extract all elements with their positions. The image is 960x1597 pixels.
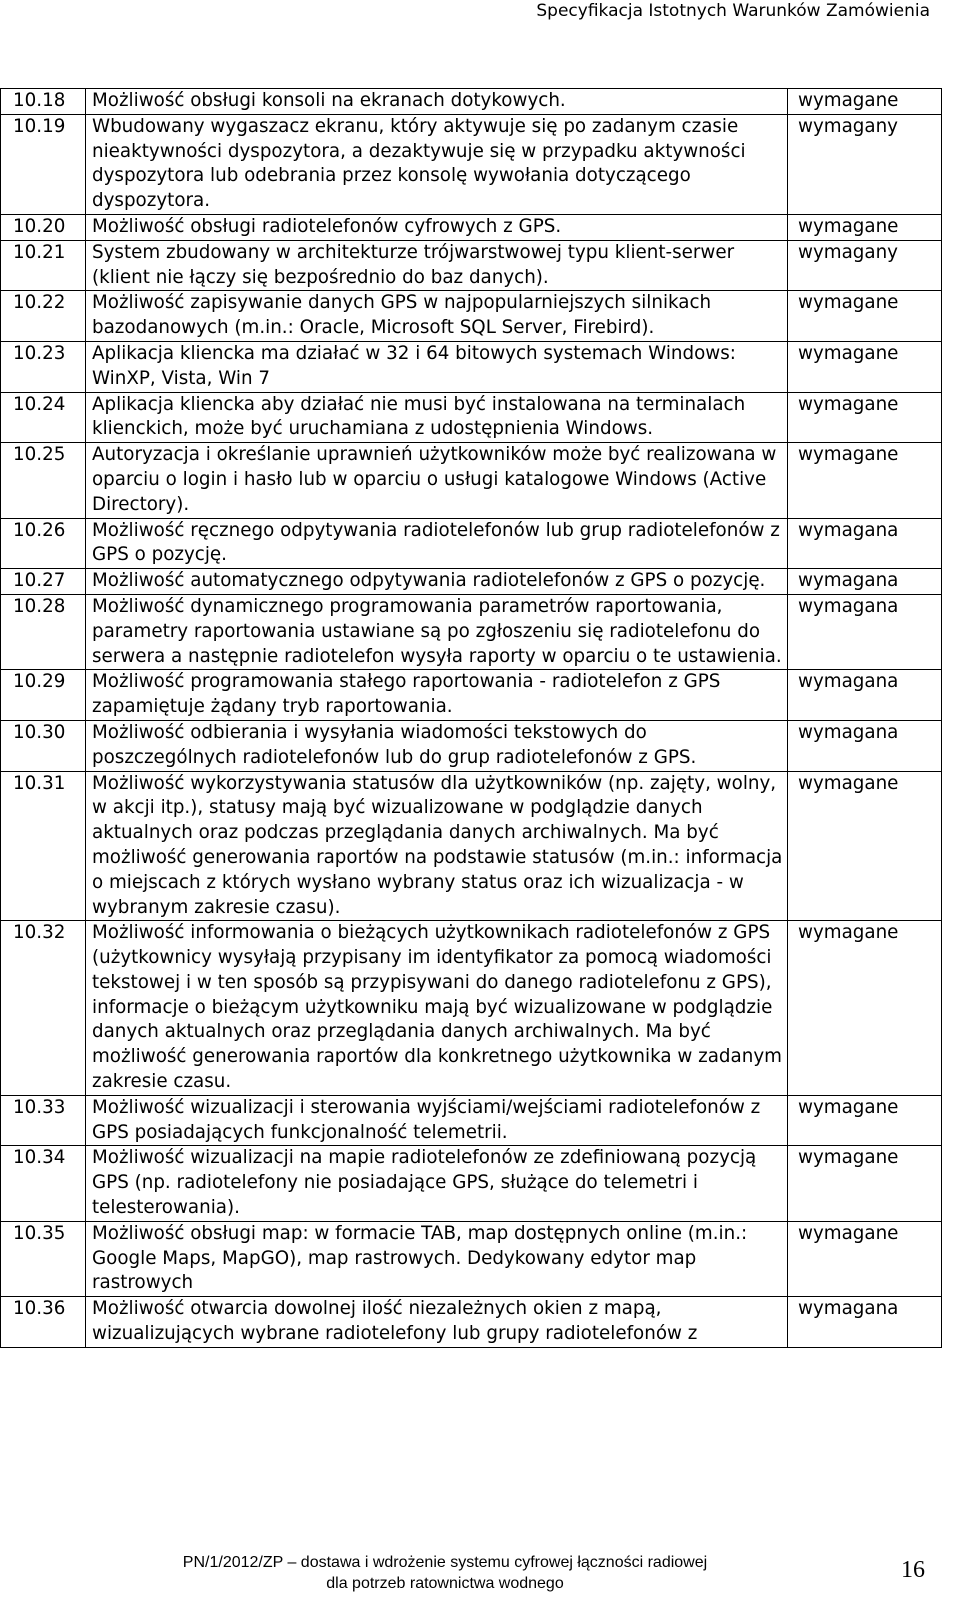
- requirement-description: Możliwość otwarcia dowolnej ilość niezależnych okien z mapą, wizualizujących wybrane radiotelefony lub grupy radiotelefonów z: [86, 1297, 788, 1348]
- requirement-status: wymagana: [788, 569, 942, 595]
- requirement-status: wymagane: [788, 291, 942, 342]
- requirement-description: Możliwość odbierania i wysyłania wiadomości tekstowych do poszczególnych radiotelefonów lub do grup radiotelefonów z GPS.: [86, 720, 788, 771]
- requirement-number: 10.31: [1, 771, 86, 921]
- requirement-number: 10.36: [1, 1297, 86, 1348]
- requirement-status: wymagana: [788, 594, 942, 669]
- footer-purpose-line: dla potrzeb ratownictwa wodnego: [326, 1575, 564, 1592]
- table-row: [1, 720, 942, 771]
- table-row: [1, 392, 942, 443]
- table-row: [1, 1146, 942, 1221]
- requirement-status: wymagane: [788, 1221, 942, 1296]
- requirement-description: Aplikacja kliencka ma działać w 32 i 64 bitowych systemach Windows: WinXP, Vista, Win 7: [86, 341, 788, 392]
- requirement-number: 10.26: [1, 518, 86, 569]
- requirement-description: Możliwość programowania stałego raportowania - radiotelefon z GPS zapamiętuje żądany tryb raportowania.: [86, 670, 788, 721]
- requirements-table: [0, 88, 942, 1348]
- requirement-number: 10.33: [1, 1095, 86, 1146]
- requirement-description: Możliwość wizualizacji na mapie radiotelefonów ze zdefiniowaną pozycją GPS (np. radiotelefony nie posiadające GPS, służące do telemetri i telesterowania).: [86, 1146, 788, 1221]
- requirement-number: 10.32: [1, 921, 86, 1096]
- requirement-description: Możliwość wykorzystywania statusów dla użytkowników (np. zajęty, wolny, w akcji itp.), statusy mają być wizualizowane w podglądzie danych aktualnych oraz podczas przeglądania danych archiwalnych. Ma być możliwość generowania raportów na podstawie statusów (m.in.: informacja o miejscach z których wysłano wybrany status oraz ich wizualizacja - w wybranym zakresie czasu).: [86, 771, 788, 921]
- requirement-description: Autoryzacja i określanie uprawnień użytkowników może być realizowana w oparciu o login i hasło lub w oparciu o usługi katalogowe Windows (Active Directory).: [86, 443, 788, 518]
- footer-project-line: PN/1/2012/ZP – dostawa i wdrożenie systemu cyfrowej łączności radiowej: [182, 1554, 708, 1571]
- page-number: 16: [901, 1557, 925, 1583]
- requirement-status: wymagany: [788, 240, 942, 291]
- requirement-status: wymagany: [788, 114, 942, 214]
- requirement-status: wymagana: [788, 1297, 942, 1348]
- requirement-number: 10.18: [1, 89, 86, 115]
- requirement-description: Możliwość ręcznego odpytywania radiotelefonów lub grup radiotelefonów z GPS o pozycję.: [86, 518, 788, 569]
- requirement-status: wymagana: [788, 670, 942, 721]
- table-row: [1, 291, 942, 342]
- table-row: [1, 240, 942, 291]
- requirement-description: Wbudowany wygaszacz ekranu, który aktywuje się po zadanym czasie nieaktywności dyspozytora, a dezaktywuje się w przypadku aktywności dyspozytora lub odebrania przez konsolę wywołania dotyczącego dyspozytora.: [86, 114, 788, 214]
- requirement-status: wymagana: [788, 518, 942, 569]
- page-header: [0, 0, 930, 28]
- table-row: [1, 1095, 942, 1146]
- requirement-status: wymagana: [788, 720, 942, 771]
- requirement-status: wymagane: [788, 392, 942, 443]
- requirement-number: 10.21: [1, 240, 86, 291]
- requirement-status: wymagane: [788, 341, 942, 392]
- requirement-number: 10.24: [1, 392, 86, 443]
- requirement-number: 10.19: [1, 114, 86, 214]
- requirement-status: wymagane: [788, 89, 942, 115]
- table-row: [1, 214, 942, 240]
- requirement-status: wymagane: [788, 1095, 942, 1146]
- table-row: [1, 594, 942, 669]
- requirement-status: wymagane: [788, 771, 942, 921]
- requirement-number: 10.25: [1, 443, 86, 518]
- requirement-description: Możliwość wizualizacji i sterowania wyjściami/wejściami radiotelefonów z GPS posiadających funkcjonalność telemetrii.: [86, 1095, 788, 1146]
- table-row: [1, 114, 942, 214]
- table-row: [1, 1221, 942, 1296]
- requirement-number: 10.20: [1, 214, 86, 240]
- requirement-status: wymagane: [788, 214, 942, 240]
- requirement-status: wymagane: [788, 1146, 942, 1221]
- table-row: [1, 341, 942, 392]
- requirement-description: Możliwość obsługi konsoli na ekranach dotykowych.: [86, 89, 788, 115]
- table-row: [1, 443, 942, 518]
- requirement-status: wymagane: [788, 921, 942, 1096]
- document-title: Specyfikacja Istotnych Warunków Zamówienia: [536, 1, 930, 21]
- requirement-description: Możliwość zapisywanie danych GPS w najpopularniejszych silnikach bazodanowych (m.in.: Oracle, Microsoft SQL Server, Firebird).: [86, 291, 788, 342]
- requirement-number: 10.22: [1, 291, 86, 342]
- requirement-description: Możliwość automatycznego odpytywania radiotelefonów z GPS o pozycję.: [86, 569, 788, 595]
- requirement-description: Aplikacja kliencka aby działać nie musi być instalowana na terminalach klienckich, może być uruchamiana z udostępnienia Windows.: [86, 392, 788, 443]
- table-row: [1, 771, 942, 921]
- table-row: [1, 518, 942, 569]
- table-row: [1, 921, 942, 1096]
- table-row: [1, 89, 942, 115]
- requirement-number: 10.29: [1, 670, 86, 721]
- requirement-description: Możliwość obsługi map: w formacie TAB, map dostępnych online (m.in.: Google Maps, MapGO), map rastrowych. Dedykowany edytor map rastrowych: [86, 1221, 788, 1296]
- requirement-status: wymagane: [788, 443, 942, 518]
- requirement-number: 10.27: [1, 569, 86, 595]
- table-row: [1, 569, 942, 595]
- requirement-number: 10.30: [1, 720, 86, 771]
- requirement-description: System zbudowany w architekturze trójwarstwowej typu klient-serwer (klient nie łączy się bezpośrednio do baz danych).: [86, 240, 788, 291]
- table-row: [1, 670, 942, 721]
- requirement-description: Możliwość dynamicznego programowania parametrów raportowania, parametry raportowania ustawiane są po zgłoszeniu się radiotelefonu do serwera a następnie radiotelefon wysyła raporty w oparciu o te ustawienia.: [86, 594, 788, 669]
- requirement-description: Możliwość obsługi radiotelefonów cyfrowych z GPS.: [86, 214, 788, 240]
- requirement-number: 10.23: [1, 341, 86, 392]
- table-row: [1, 1297, 942, 1348]
- requirement-number: 10.28: [1, 594, 86, 669]
- requirement-number: 10.34: [1, 1146, 86, 1221]
- requirement-description: Możliwość informowania o bieżących użytkownikach radiotelefonów z GPS (użytkownicy wysyłają przypisany im identyfikator za pomocą wiadomości tekstowej i w ten sposób są przypisywani do danego radiotelefonu z GPS), informacje o bieżącym użytkowniku mają być wizualizowane w podglądzie danych aktualnych oraz przeglądania danych archiwalnych. Ma być możliwość generowania raportów dla konkretnego użytkownika w zadanym zakresie czasu.: [86, 921, 788, 1096]
- requirement-number: 10.35: [1, 1221, 86, 1296]
- requirements-table-body: [1, 89, 942, 1348]
